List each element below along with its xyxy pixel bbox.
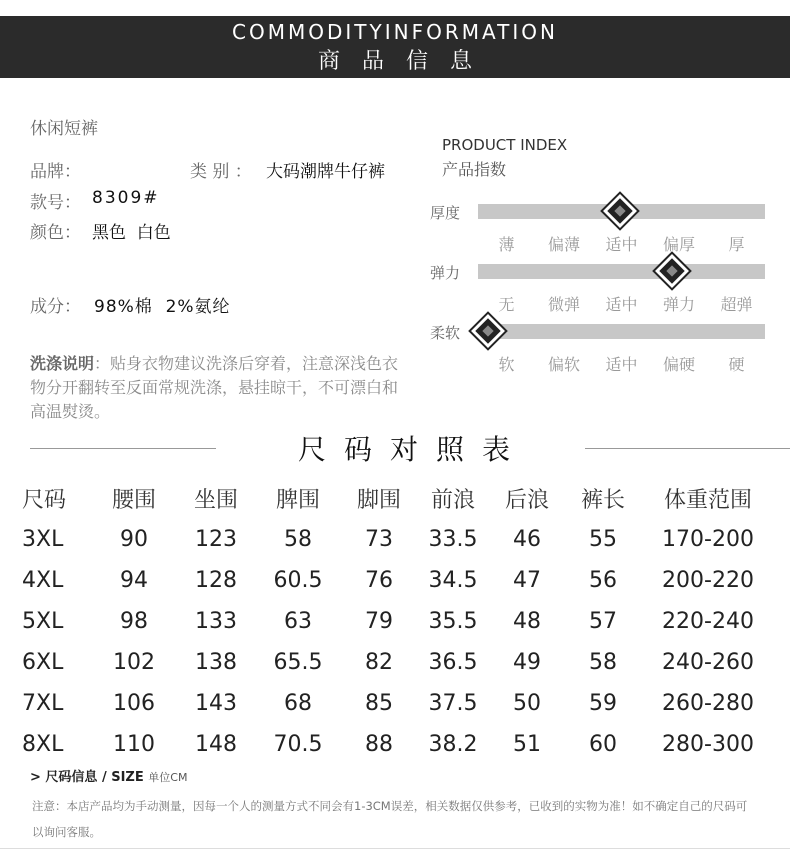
table-cell: 63: [284, 609, 312, 634]
table-header: [16, 478, 776, 519]
table-cell: 94: [120, 568, 148, 593]
table-cell: 200-220: [662, 568, 754, 593]
table-cell: 6XL: [22, 650, 64, 675]
index-scale-label: 偏硬: [662, 355, 695, 374]
table-cell: 33.5: [428, 527, 478, 552]
table-cell: 46: [513, 527, 541, 552]
index-scale-labels: [478, 352, 765, 375]
index-scale-label: 厚: [728, 235, 745, 254]
bottom-divider: [0, 848, 790, 849]
table-header-cell: 脚围: [356, 488, 401, 513]
table-header-cell: 坐围: [193, 488, 238, 513]
table-cell: 68: [284, 691, 312, 716]
table-cell: 260-280: [662, 691, 754, 716]
wash-text: ：贴身衣物建议洗涤后穿着，注意深浅色衣物分开翻转至反面常规洗涤，悬挂晾干，不可漂白和高温熨烫。: [30, 354, 399, 421]
table-header-cell: 腰围: [111, 488, 156, 513]
index-scale-label: 硬: [728, 355, 745, 374]
product-index-title-en: PRODUCT INDEX: [442, 136, 568, 154]
size-note: [30, 766, 187, 785]
table-cell: 280-300: [662, 732, 754, 757]
index-scale-label: 无: [498, 295, 515, 314]
table-cell: 102: [113, 650, 155, 675]
table-cell: 47: [513, 568, 541, 593]
index-scale-label: 软: [498, 355, 515, 374]
table-cell: 90: [120, 527, 148, 552]
category-label: 类 别 ：: [190, 162, 252, 182]
index-marker-icon: [471, 314, 505, 348]
table-header-cell: 后浪: [504, 488, 549, 513]
index-bar: [478, 324, 765, 339]
index-scale-label: 微弹: [547, 295, 580, 314]
table-cell: 3XL: [22, 527, 64, 552]
model-value: 8309#: [92, 188, 160, 208]
index-name: 厚度: [430, 204, 461, 222]
color-value: 黑色 白色: [92, 223, 171, 243]
index-scale-label: 弹力: [662, 295, 695, 314]
size-note-label: > 尺码信息 / SIZE: [30, 770, 144, 785]
index-name: 柔软: [430, 324, 461, 342]
table-header-cell: 尺码: [22, 488, 67, 513]
table-cell: 106: [113, 691, 155, 716]
category-value: 大码潮牌牛仔裤: [266, 162, 385, 182]
table-cell: 8XL: [22, 732, 64, 757]
index-scale-labels: [478, 292, 765, 315]
composition-value: 98%棉 2%氨纶: [94, 297, 231, 317]
index-scale-label: 薄: [498, 235, 515, 254]
table-cell: 73: [365, 527, 393, 552]
table-cell: 38.2: [428, 732, 478, 757]
size-note-unit: 单位CM: [148, 771, 188, 784]
table-cell: 60.5: [273, 568, 323, 593]
table-cell: 148: [195, 732, 237, 757]
index-scale-label: 适中: [605, 235, 638, 254]
table-cell: 88: [365, 732, 393, 757]
table-row: [16, 724, 776, 765]
table-cell: 143: [195, 691, 237, 716]
table-cell: 36.5: [428, 650, 478, 675]
banner-title-en: COMMODITYINFORMATION: [232, 20, 558, 44]
table-cell: 57: [589, 609, 617, 634]
table-cell: 82: [365, 650, 393, 675]
table-cell: 50: [513, 691, 541, 716]
banner-title-zh: 商品信息: [317, 49, 494, 74]
index-scale-labels: [478, 232, 765, 255]
table-cell: 98: [120, 609, 148, 634]
index-bar: [478, 264, 765, 279]
table-row: [16, 560, 776, 601]
index-marker-icon: [655, 254, 689, 288]
model-label: 款号：: [30, 193, 81, 213]
table-row: [16, 601, 776, 642]
table-cell: 110: [113, 732, 155, 757]
table-header-cell: 裤长: [580, 488, 625, 513]
table-cell: 4XL: [22, 568, 64, 593]
index-scale-label: 超弹: [720, 295, 753, 314]
table-cell: 138: [195, 650, 237, 675]
table-row: [16, 642, 776, 683]
index-scale-label: 适中: [605, 355, 638, 374]
table-cell: 60: [589, 732, 617, 757]
color-label: 颜色：: [30, 223, 81, 243]
wash-label: 洗涤说明: [30, 354, 95, 373]
index-scale-label: 偏厚: [662, 235, 695, 254]
wash-instructions: [30, 352, 410, 424]
product-name: 休闲短裤: [30, 119, 98, 139]
composition-label: 成分：: [30, 297, 81, 317]
index-name: 弹力: [430, 264, 461, 282]
table-cell: 220-240: [662, 609, 754, 634]
size-table: [16, 478, 776, 765]
header-banner: [0, 16, 790, 78]
index-marker-icon: [603, 194, 637, 228]
table-row: [16, 519, 776, 560]
table-cell: 56: [589, 568, 617, 593]
index-scale-label: 适中: [605, 295, 638, 314]
table-cell: 79: [365, 609, 393, 634]
table-header-cell: 脾围: [275, 488, 320, 513]
table-row: [16, 683, 776, 724]
table-cell: 51: [513, 732, 541, 757]
table-cell: 133: [195, 609, 237, 634]
table-cell: 76: [365, 568, 393, 593]
product-index-title-zh: 产品指数: [442, 160, 507, 179]
table-cell: 65.5: [273, 650, 323, 675]
brand-label: 品牌：: [30, 162, 81, 182]
table-cell: 240-260: [662, 650, 754, 675]
table-cell: 123: [195, 527, 237, 552]
index-scale-label: 偏薄: [547, 235, 580, 254]
table-cell: 55: [589, 527, 617, 552]
table-header-cell: 前浪: [430, 488, 475, 513]
table-cell: 34.5: [428, 568, 478, 593]
table-cell: 5XL: [22, 609, 64, 634]
table-cell: 128: [195, 568, 237, 593]
table-cell: 85: [365, 691, 393, 716]
table-cell: 37.5: [428, 691, 478, 716]
table-cell: 59: [589, 691, 617, 716]
table-cell: 58: [589, 650, 617, 675]
table-cell: 35.5: [428, 609, 478, 634]
table-cell: 170-200: [662, 527, 754, 552]
table-header-cell: 体重范围: [663, 488, 752, 513]
table-cell: 70.5: [273, 732, 323, 757]
table-cell: 49: [513, 650, 541, 675]
table-cell: 58: [284, 527, 312, 552]
size-table-title: 尺码对照表: [297, 433, 528, 466]
notice-text: 注意：本店产品均为手动测量，因每一个人的测量方式不同会有1-3CM误差，相关数据仅供参考，已收到的实物为准！如不确定自己的尺码可以询问客服。: [32, 799, 748, 839]
table-cell: 48: [513, 609, 541, 634]
table-cell: 7XL: [22, 691, 64, 716]
index-scale-label: 偏软: [547, 355, 580, 374]
